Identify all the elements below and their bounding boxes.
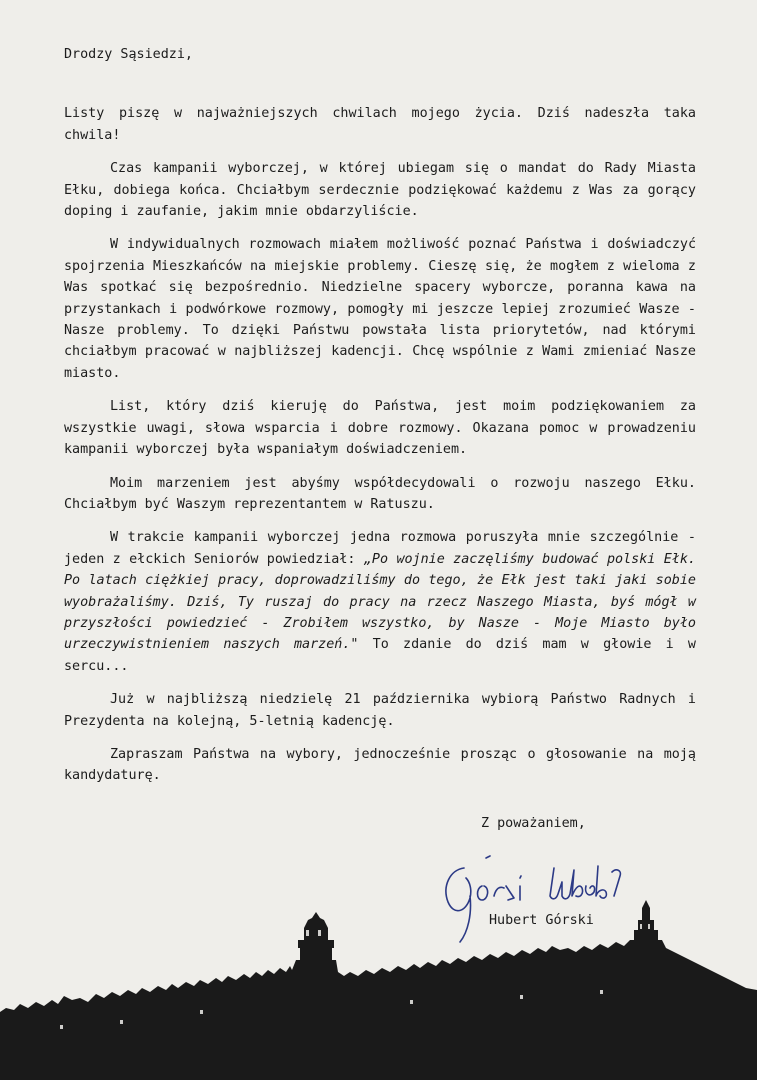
paragraph-5: Moim marzeniem jest abyśmy współdecydowali o rozwoju naszego Ełku. Chciałbym być Waszym reprezentantem w Ratuszu. bbox=[64, 475, 696, 512]
greeting: Drodzy Sąsiedzi, bbox=[64, 47, 193, 62]
paragraph-2: Czas kampanii wyborczej, w której ubiegam się o mandat do Rady Miasta Ełku, dobiega końca. Chciałbym serdecznie podziękować każdemu z Was za gorący doping i zaufanie, jakim mnie obdarzyliście. bbox=[64, 161, 696, 220]
handwritten-signature bbox=[436, 846, 656, 956]
paragraph-4: List, który dziś kieruję do Państwa, jest moim podziękowaniem za wszystkie uwagi, słowa wsparcia i dobre rozmowy. Okazana pomoc w prowadzeniu kampanii wyborczej była wspaniałym doświadczeniem. bbox=[64, 399, 696, 458]
paragraph-1: Listy piszę w najważniejszych chwilach mojego życia. Dziś nadeszła taka chwila! bbox=[64, 106, 696, 143]
letter-body bbox=[64, 44, 696, 799]
closing-phrase: Z poważaniem, bbox=[481, 816, 586, 831]
paragraph-3: W indywidualnych rozmowach miałem możliwość poznać Państwa i doświadczyć spojrzenia Mieszkańców na miejskie problemy. Cieszę się, że mogłem z wieloma z Was spotkać się bezpośrednio. Niedzielne spacery wyborcze, poranna kawa na przystankach i podwórkowe rozmowy, pomogły mi jeszcze lepiej zrozumieć Wasze - Nasze problemy. To dzięki Państwu powstała lista priorytetów, nad którymi chciałbym pracować w najbliższej kadencji. Chcę wspólnie z Wami zmieniać Nasze miasto. bbox=[64, 237, 696, 381]
paragraph-7: Już w najbliższą niedzielę 21 października wybiorą Państwo Radnych i Prezydenta na kolejną, 5-letnią kadencję. bbox=[64, 692, 696, 729]
signer-name: Hubert Górski bbox=[489, 913, 594, 928]
paragraph-6 bbox=[64, 527, 696, 677]
senior-quote: „Po wojnie zaczęliśmy budować polski Ełk. Po latach ciężkiej pracy, doprowadziliśmy do tego, że Ełk jest taki jaki sobie wyobrażaliśmy. Dziś, Ty ruszaj do pracy na rzecz Naszego Miasta, byś mógł w przyszłości powiedzieć - Zrobiłem wszystko, by Nasze - Moje Miasto było urzeczywistnieniem naszych marzeń." bbox=[64, 551, 696, 653]
paragraph-6-tail: To zdanie do dziś mam w głowie i w sercu... bbox=[64, 637, 696, 674]
paragraph-6-lead: W trakcie kampanii wyborczej jedna rozmowa poruszyła mnie szczególnie - jeden z ełckich Seniorów powiedział: bbox=[64, 530, 696, 567]
paragraph-8: Zapraszam Państwa na wybory, jednocześnie prosząc o głosowanie na moją kandydaturę. bbox=[64, 746, 696, 784]
